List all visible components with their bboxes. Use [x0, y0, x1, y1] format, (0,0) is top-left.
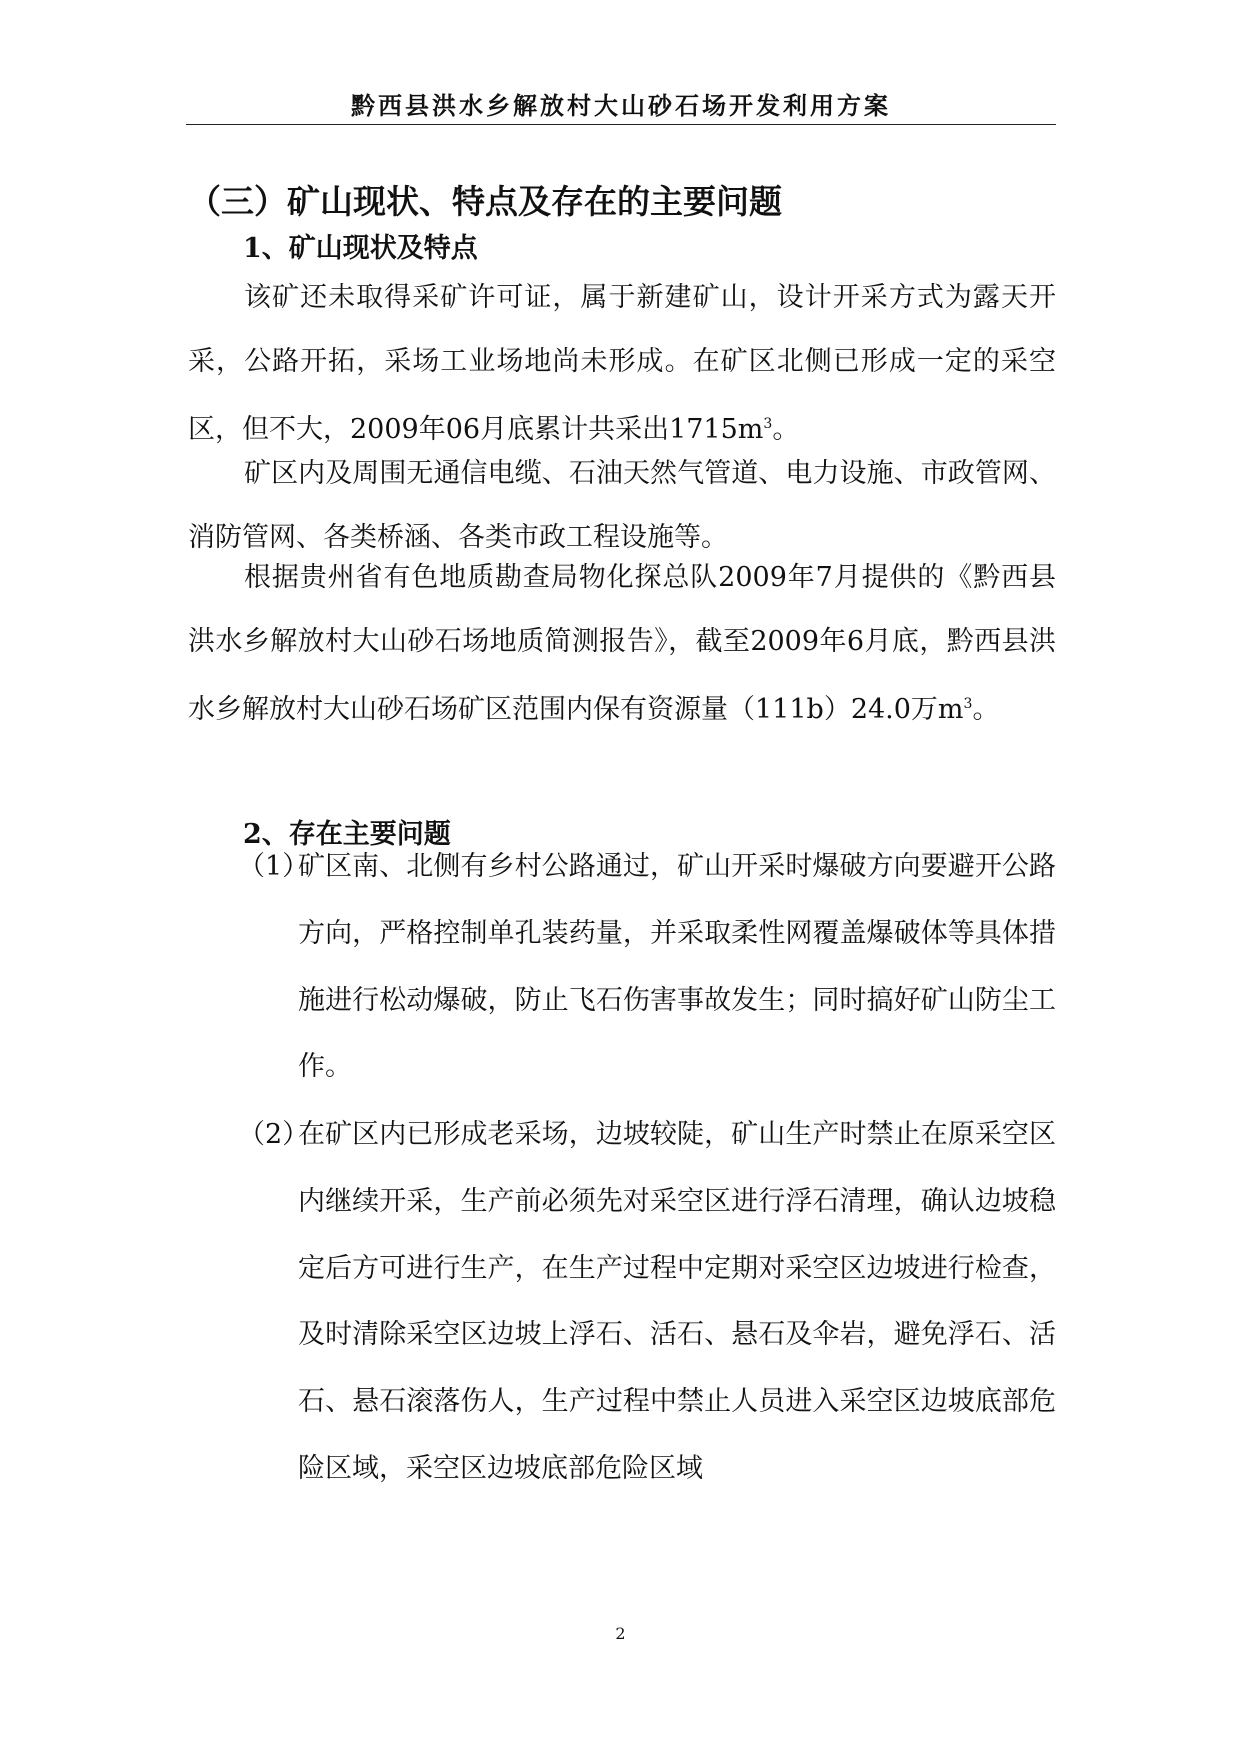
- paragraph-1-text: 该矿还未取得采矿许可证，属于新建矿山，设计开采方式为露天开采，公路开拓，采场工业场地尚未形成。在矿区北侧已形成一定的采空区，但不大，2009年06月底累计共采出1715m: [188, 282, 1056, 445]
- paragraph-2: 矿区内及周围无通信电缆、石油天然气管道、电力设施、市政管网、消防管网、各类桥涵、各类市政工程设施等。: [188, 458, 1056, 553]
- paragraph-3-text: 根据贵州省有色地质勘查局物化探总队2009年7月提供的《黔西县洪水乡解放村大山砂石场地质简测报告》，截至2009年6月底，黔西县洪水乡解放村大山砂石场矿区范围内保有资源量（111b）24.0万m: [188, 562, 1056, 725]
- subsection-title-1: 1、矿山现状及特点: [243, 233, 478, 264]
- paragraph-3: [188, 546, 1056, 742]
- paragraph-1-tail: 。: [772, 414, 800, 445]
- subsection-title-2: 2、存在主要问题: [243, 819, 451, 850]
- list-item-text: 在矿区内已形成老采场，边坡较陡，矿山生产时禁止在原采空区内继续开采，生产前必须先对采空区进行浮石清理，确认边坡稳定后方可进行生产，在生产过程中定期对采空区边坡进行检查，及时清除采空区边坡上浮石、活石、悬石及伞岩，避免浮石、活石、悬石滚落伤人，生产过程中禁止人员进入采空区边坡底部危险区域，采空区边坡底部危险区域: [298, 1119, 1056, 1484]
- list-item-text: 矿区南、北侧有乡村公路通过，矿山开采时爆破方向要避开公路方向，严格控制单孔装药量，并采取柔性网覆盖爆破体等具体措施进行松动爆破，防止飞石伤害事故发生；同时搞好矿山防尘工作。: [298, 851, 1056, 1083]
- page-number: 2: [615, 1624, 626, 1643]
- header-rule: [186, 124, 1056, 125]
- section-title: （三）矿山现状、特点及存在的主要问题: [188, 182, 782, 221]
- paragraph-1: [188, 266, 1056, 462]
- superscript-3: 3: [763, 416, 773, 432]
- list-item-number: （1）: [238, 851, 310, 882]
- superscript-3: 3: [963, 696, 973, 712]
- paragraph-3-tail: 。: [972, 694, 1000, 725]
- document-header: 黔西县洪水乡解放村大山砂石场开发利用方案: [351, 91, 891, 120]
- list-item-number: （2）: [238, 1119, 310, 1150]
- list-item: [238, 1102, 1056, 1503]
